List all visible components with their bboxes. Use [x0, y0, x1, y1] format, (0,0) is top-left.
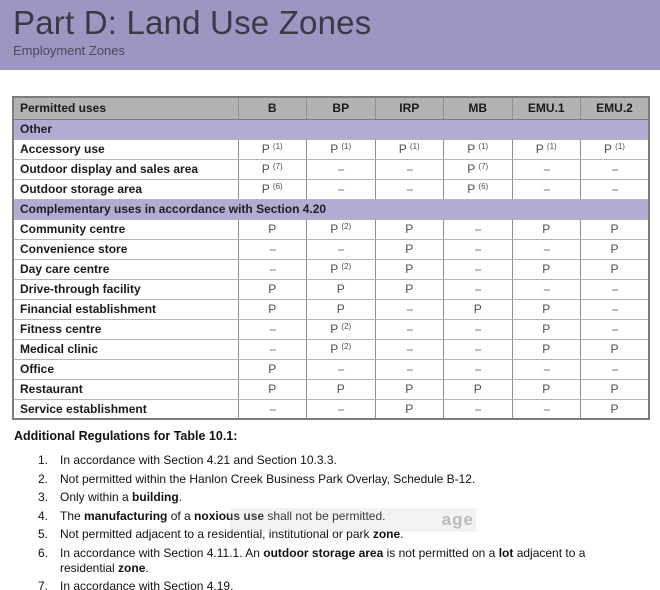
- value-cell: P: [512, 339, 581, 359]
- value-cell: --: [238, 399, 307, 419]
- value-cell: P: [238, 379, 307, 399]
- value-cell: P: [238, 219, 307, 239]
- value-cell: P $^{(1)}$: [581, 139, 650, 159]
- item-number: 3.: [38, 490, 49, 504]
- value-cell: P $^{(6)}$: [444, 179, 513, 199]
- regulation-item: [14, 509, 614, 524]
- row-label-cell: Restaurant: [13, 379, 238, 399]
- table-body: [13, 119, 649, 419]
- value-cell: --: [375, 179, 444, 199]
- table-header-row: [13, 97, 649, 119]
- value-cell: --: [581, 299, 650, 319]
- section-row: [13, 199, 649, 219]
- section-label: Other: [13, 119, 649, 139]
- value-cell: --: [238, 339, 307, 359]
- header-cell-permitted-uses: Permitted uses: [13, 97, 238, 119]
- notes-heading: Additional Regulations for Table 10.1:: [14, 429, 238, 443]
- row-label-cell: Service establishment: [13, 399, 238, 419]
- value-cell: --: [238, 259, 307, 279]
- row-label-cell: Office: [13, 359, 238, 379]
- table-row: [13, 139, 649, 159]
- table-row: [13, 399, 649, 419]
- value-cell: --: [581, 359, 650, 379]
- row-label-cell: Accessory use: [13, 139, 238, 159]
- value-cell: P $^{(7)}$: [444, 159, 513, 179]
- header-cell-zone: MB: [444, 97, 513, 119]
- value-cell: P: [581, 339, 650, 359]
- regulation-item: [14, 453, 614, 468]
- value-cell: --: [238, 239, 307, 259]
- section-label: Complementary uses in accordance with Section 4.20: [13, 199, 649, 219]
- page-title: Part D: Land Use Zones: [13, 4, 372, 41]
- value-cell: --: [307, 159, 376, 179]
- value-cell: --: [307, 239, 376, 259]
- value-cell: P $^{(6)}$: [238, 179, 307, 199]
- item-text: Only within a building.: [60, 490, 183, 504]
- permitted-uses-table: [12, 96, 650, 420]
- row-label-cell: Community centre: [13, 219, 238, 239]
- value-cell: --: [444, 319, 513, 339]
- value-cell: P $^{(1)}$: [238, 139, 307, 159]
- row-label-cell: Day care centre: [13, 259, 238, 279]
- row-label-cell: Drive-through facility: [13, 279, 238, 299]
- value-cell: P $^{(1)}$: [512, 139, 581, 159]
- item-number: 7.: [38, 579, 49, 590]
- item-number: 1.: [38, 453, 49, 467]
- value-cell: P: [238, 279, 307, 299]
- value-cell: P: [375, 279, 444, 299]
- value-cell: P $^{(1)}$: [307, 139, 376, 159]
- table-row: [13, 319, 649, 339]
- value-cell: P: [238, 359, 307, 379]
- value-cell: --: [581, 159, 650, 179]
- value-cell: --: [512, 179, 581, 199]
- regulation-item: [14, 546, 614, 576]
- row-label-cell: Outdoor display and sales area: [13, 159, 238, 179]
- value-cell: --: [307, 359, 376, 379]
- header-cell-zone: BP: [307, 97, 376, 119]
- value-cell: --: [444, 219, 513, 239]
- value-cell: P: [444, 299, 513, 319]
- item-text: The manufacturing of a noxious use shall not be permitted.: [60, 508, 386, 523]
- section-row: [13, 119, 649, 139]
- value-cell: P $^{(1)}$: [444, 139, 513, 159]
- permitted-uses-table-wrap: [12, 96, 649, 420]
- value-cell: P: [581, 259, 650, 279]
- header-cell-zone: EMU.2: [581, 97, 650, 119]
- value-cell: --: [444, 399, 513, 419]
- row-label-cell: Fitness centre: [13, 319, 238, 339]
- item-text: In accordance with Section 4.11.1. An outdoor storage area is not permitted on a lot adjacent to a residential zone.: [60, 545, 586, 575]
- table-row: [13, 359, 649, 379]
- value-cell: P: [375, 379, 444, 399]
- value-cell: --: [375, 339, 444, 359]
- value-cell: P $^{(2)}$: [307, 339, 376, 359]
- value-cell: P: [307, 279, 376, 299]
- value-cell: P: [581, 379, 650, 399]
- value-cell: --: [375, 319, 444, 339]
- value-cell: --: [444, 279, 513, 299]
- value-cell: --: [444, 359, 513, 379]
- header-cell-zone: B: [238, 97, 307, 119]
- value-cell: P: [512, 319, 581, 339]
- table-row: [13, 239, 649, 259]
- table-row: [13, 279, 649, 299]
- value-cell: --: [581, 179, 650, 199]
- value-cell: P: [512, 379, 581, 399]
- header-cell-zone: EMU.1: [512, 97, 581, 119]
- value-cell: P $^{(2)}$: [307, 219, 376, 239]
- value-cell: --: [375, 159, 444, 179]
- value-cell: P: [444, 379, 513, 399]
- row-label-cell: Financial establishment: [13, 299, 238, 319]
- value-cell: P: [238, 299, 307, 319]
- value-cell: P $^{(2)}$: [307, 259, 376, 279]
- table-row: [13, 259, 649, 279]
- value-cell: --: [512, 359, 581, 379]
- value-cell: P: [512, 299, 581, 319]
- value-cell: P $^{(2)}$: [307, 319, 376, 339]
- value-cell: --: [444, 339, 513, 359]
- table-row: [13, 339, 649, 359]
- item-number: 5.: [38, 527, 49, 541]
- value-cell: --: [512, 399, 581, 419]
- regulation-item: [14, 527, 614, 542]
- value-cell: P: [375, 399, 444, 419]
- value-cell: --: [307, 399, 376, 419]
- row-label-cell: Convenience store: [13, 239, 238, 259]
- value-cell: P $^{(1)}$: [375, 139, 444, 159]
- value-cell: P: [307, 379, 376, 399]
- watermark-text: age: [441, 510, 474, 529]
- regulation-item: [14, 490, 614, 505]
- value-cell: --: [375, 359, 444, 379]
- value-cell: --: [444, 259, 513, 279]
- value-cell: P: [581, 399, 650, 419]
- value-cell: P: [375, 239, 444, 259]
- value-cell: --: [444, 239, 513, 259]
- value-cell: --: [307, 179, 376, 199]
- regulation-item: [14, 579, 614, 590]
- value-cell: --: [375, 299, 444, 319]
- table-row: [13, 379, 649, 399]
- value-cell: --: [581, 319, 650, 339]
- item-text: Not permitted within the Hanlon Creek Business Park Overlay, Schedule B-12.: [60, 471, 476, 486]
- value-cell: P: [307, 299, 376, 319]
- regulation-item: [14, 472, 614, 487]
- value-cell: --: [238, 319, 307, 339]
- value-cell: --: [581, 279, 650, 299]
- additional-regulations: [14, 429, 614, 590]
- page-banner: [0, 0, 660, 70]
- table-row: [13, 219, 649, 239]
- regulations-list: [14, 453, 614, 590]
- table-row: [13, 159, 649, 179]
- item-text: In accordance with Section 4.19.: [60, 579, 234, 590]
- row-label-cell: Outdoor storage area: [13, 179, 238, 199]
- value-cell: --: [512, 239, 581, 259]
- table-row: [13, 179, 649, 199]
- value-cell: P: [512, 259, 581, 279]
- item-number: 4.: [38, 508, 49, 523]
- item-number: 2.: [38, 471, 49, 486]
- item-number: 6.: [38, 545, 49, 560]
- item-text: Not permitted adjacent to a residential, institutional or park zone.: [60, 527, 404, 541]
- table-row: [13, 299, 649, 319]
- value-cell: --: [512, 279, 581, 299]
- value-cell: P: [375, 259, 444, 279]
- value-cell: --: [512, 159, 581, 179]
- item-text: In accordance with Section 4.21 and Section 10.3.3.: [60, 453, 337, 467]
- header-cell-zone: IRP: [375, 97, 444, 119]
- row-label-cell: Medical clinic: [13, 339, 238, 359]
- value-cell: P $^{(7)}$: [238, 159, 307, 179]
- value-cell: P: [512, 219, 581, 239]
- value-cell: P: [375, 219, 444, 239]
- value-cell: P: [581, 239, 650, 259]
- page-subtitle: Employment Zones: [13, 43, 125, 58]
- value-cell: P: [581, 219, 650, 239]
